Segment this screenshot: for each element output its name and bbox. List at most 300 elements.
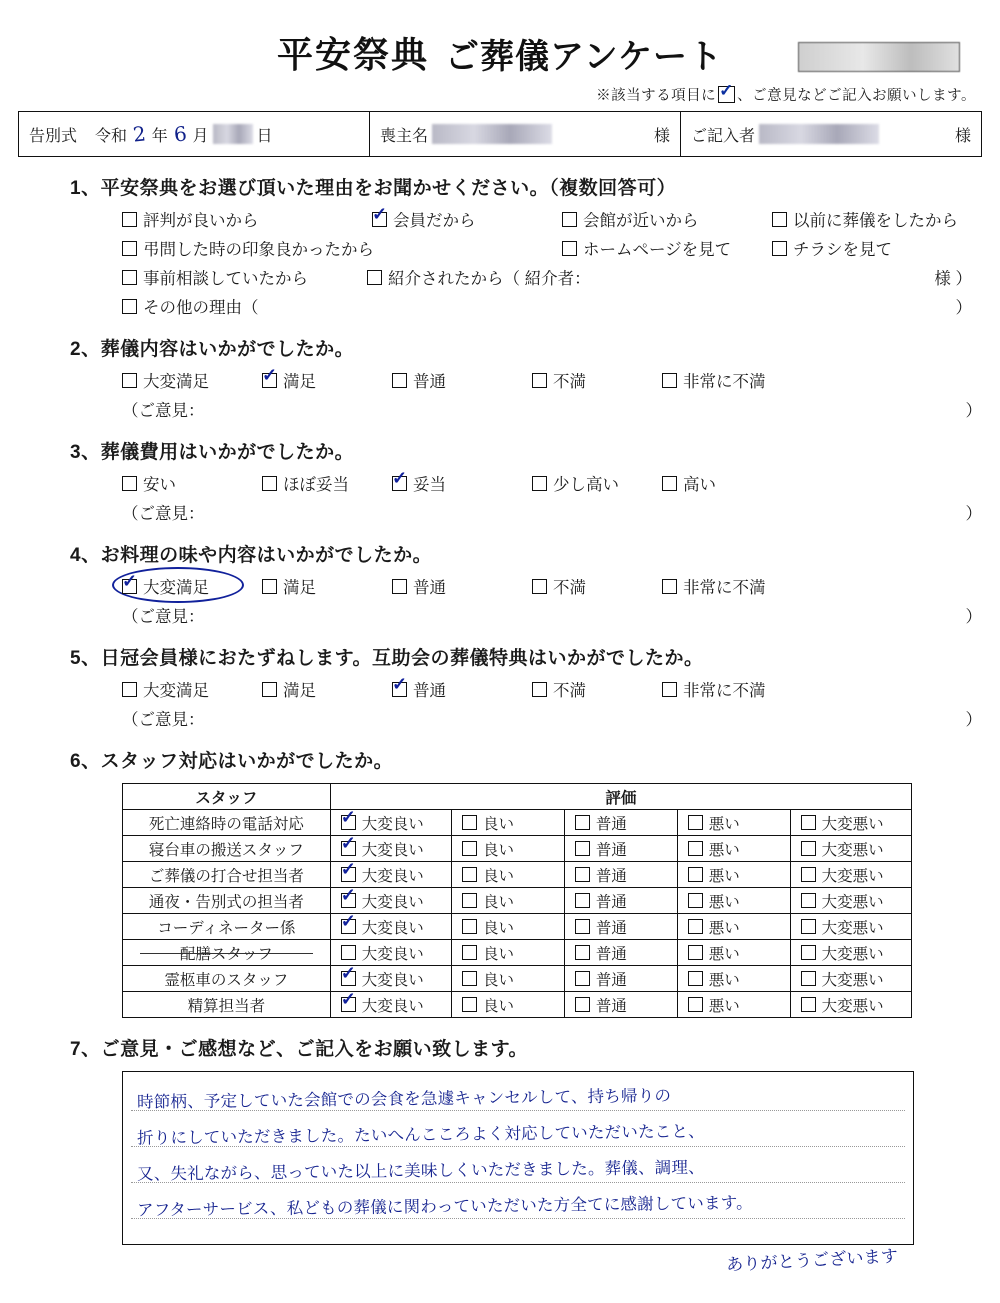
comment-tail: ） bbox=[965, 711, 982, 729]
option-label: 少し高い bbox=[553, 476, 619, 494]
ceremony-label: 告別式 bbox=[29, 127, 78, 145]
q1-other-tail: ） bbox=[955, 299, 972, 317]
option-label: 普通 bbox=[595, 945, 627, 963]
option-label: 大変悪い bbox=[821, 997, 884, 1015]
option-label: 大変良い bbox=[361, 945, 424, 963]
comment-value[interactable] bbox=[205, 706, 966, 730]
rating-cell[interactable] bbox=[790, 940, 911, 966]
option-label: 普通 bbox=[595, 997, 627, 1015]
table-row bbox=[123, 966, 912, 992]
month-unit: 月 bbox=[192, 127, 209, 145]
option-label: 大変悪い bbox=[821, 815, 884, 833]
question-2-options bbox=[122, 368, 982, 392]
checkbox[interactable] bbox=[341, 893, 356, 908]
rating-cell[interactable] bbox=[452, 888, 565, 914]
q1-option-member[interactable] bbox=[372, 207, 562, 231]
writer-label: ご記入者 bbox=[691, 127, 756, 145]
option-row bbox=[122, 265, 982, 289]
question-4-options bbox=[122, 574, 982, 598]
option-label: 大変良い bbox=[361, 867, 424, 885]
comment-tail: ） bbox=[965, 402, 982, 420]
checkbox[interactable] bbox=[801, 867, 816, 882]
checkbox[interactable] bbox=[688, 971, 703, 986]
option-label: 妥当 bbox=[413, 476, 446, 494]
rating-cell[interactable] bbox=[564, 992, 677, 1018]
checkbox[interactable] bbox=[341, 841, 356, 856]
handwritten-line-1: 時節柄、予定していた会館での会食を急遽キャンセルして、持ち帰りの bbox=[136, 1086, 672, 1112]
staff-role-cell: 通夜・告別式の担当者 bbox=[123, 888, 331, 914]
option-row bbox=[122, 236, 982, 260]
checkbox[interactable] bbox=[575, 919, 590, 934]
table-row bbox=[123, 888, 912, 914]
checkbox[interactable] bbox=[341, 867, 356, 882]
writer-field[interactable] bbox=[680, 112, 981, 156]
checkbox[interactable] bbox=[122, 579, 137, 594]
checkbox[interactable] bbox=[262, 373, 277, 388]
chief-mourner-label: 喪主名 bbox=[380, 127, 429, 145]
checkbox[interactable] bbox=[801, 815, 816, 830]
rating-cell[interactable] bbox=[677, 940, 790, 966]
option-label: 良い bbox=[483, 867, 515, 885]
checkbox[interactable] bbox=[562, 241, 577, 256]
q3-option-0[interactable] bbox=[122, 471, 262, 495]
staff-role-cell: 霊柩車のスタッフ bbox=[123, 966, 331, 992]
checkbox[interactable] bbox=[575, 893, 590, 908]
rating-cell[interactable] bbox=[790, 862, 911, 888]
option-label: ほぼ妥当 bbox=[283, 476, 349, 494]
q1-option-good-impression[interactable] bbox=[122, 236, 562, 260]
brand-logo: 平安祭典 bbox=[277, 34, 430, 76]
question-7 bbox=[18, 1034, 982, 1276]
staff-rating-table bbox=[122, 783, 912, 1018]
header-staff: スタッフ bbox=[123, 784, 331, 810]
option-label: 良い bbox=[483, 893, 515, 911]
checkbox[interactable] bbox=[801, 919, 816, 934]
staff-role-cell: 精算担当者 bbox=[123, 992, 331, 1018]
ceremony-date-field[interactable] bbox=[19, 112, 369, 156]
checkbox[interactable] bbox=[801, 893, 816, 908]
q2-option-4[interactable] bbox=[662, 368, 766, 392]
option-label: 紹介されたから（ 紹介者： bbox=[388, 270, 591, 288]
rating-cell[interactable] bbox=[452, 810, 565, 836]
checkbox[interactable] bbox=[532, 476, 547, 491]
table-row bbox=[123, 810, 912, 836]
q1-option-referral[interactable] bbox=[367, 265, 934, 289]
checkbox[interactable] bbox=[122, 476, 137, 491]
question-5-options bbox=[122, 677, 982, 701]
page-title: ご葬儀アンケート bbox=[445, 37, 723, 77]
era-label: 令和 bbox=[95, 127, 128, 145]
option-label: 大変良い bbox=[361, 815, 424, 833]
checkbox[interactable] bbox=[462, 867, 477, 882]
checkbox[interactable] bbox=[688, 815, 703, 830]
checkbox[interactable] bbox=[392, 476, 407, 491]
option-label: 会館が近いから bbox=[583, 212, 699, 230]
rating-cell[interactable] bbox=[452, 836, 565, 862]
rating-cell[interactable] bbox=[452, 940, 565, 966]
q2-option-1[interactable] bbox=[262, 368, 392, 392]
instruction-note bbox=[18, 84, 976, 105]
comment-value[interactable] bbox=[205, 603, 966, 627]
checkbox[interactable] bbox=[462, 971, 477, 986]
rating-cell[interactable] bbox=[452, 862, 565, 888]
option-label: 満足 bbox=[283, 579, 316, 597]
option-label: 大変悪い bbox=[821, 893, 884, 911]
option-label: 非常に不満 bbox=[683, 682, 766, 700]
option-label: 普通 bbox=[413, 373, 446, 391]
option-label: 悪い bbox=[708, 841, 740, 859]
q1-option-reputation[interactable] bbox=[122, 207, 372, 231]
comment-value[interactable] bbox=[205, 397, 966, 421]
rating-cell[interactable] bbox=[564, 836, 677, 862]
checkbox[interactable] bbox=[262, 476, 277, 491]
rating-cell[interactable] bbox=[790, 966, 911, 992]
redacted-label bbox=[798, 42, 960, 72]
q1-option-prior-consult[interactable] bbox=[122, 265, 367, 289]
rating-cell[interactable] bbox=[677, 862, 790, 888]
option-label: 大変悪い bbox=[821, 841, 884, 859]
checkbox[interactable] bbox=[367, 270, 382, 285]
staff-role-cell: 寝台車の搬送スタッフ bbox=[123, 836, 331, 862]
checkbox[interactable] bbox=[688, 997, 703, 1012]
option-label: 普通 bbox=[595, 867, 627, 885]
chief-mourner-field[interactable] bbox=[369, 112, 680, 156]
q1-option-flyer[interactable] bbox=[772, 236, 892, 260]
question-2-title: 2、葬儀内容はいかがでしたか。 bbox=[70, 339, 355, 360]
table-row bbox=[123, 940, 912, 966]
rating-cell[interactable] bbox=[790, 914, 911, 940]
option-label: 大変満足 bbox=[143, 373, 209, 391]
month-value: 6 bbox=[172, 121, 188, 147]
checkbox[interactable] bbox=[532, 579, 547, 594]
q2-option-0[interactable] bbox=[122, 368, 262, 392]
checkbox[interactable] bbox=[772, 212, 787, 227]
checkbox[interactable] bbox=[122, 299, 137, 314]
question-5-comment[interactable] bbox=[122, 706, 982, 730]
q5-option-1[interactable] bbox=[262, 677, 392, 701]
q4-option-0[interactable] bbox=[122, 574, 262, 598]
option-label: 大変悪い bbox=[821, 971, 884, 989]
handwritten-line-4: アフターサービス、私どもの葬儀に関わっていただいた方全てに感謝しています。 bbox=[136, 1193, 753, 1220]
question-2-comment[interactable] bbox=[122, 397, 982, 421]
checkbox[interactable] bbox=[122, 373, 137, 388]
option-label: 大変良い bbox=[361, 841, 424, 859]
option-label: 良い bbox=[483, 841, 515, 859]
rating-cell[interactable] bbox=[790, 810, 911, 836]
rating-cell[interactable] bbox=[790, 836, 911, 862]
option-label: 悪い bbox=[708, 893, 740, 911]
table-row bbox=[123, 914, 912, 940]
option-label: 大変良い bbox=[361, 971, 424, 989]
checkbox[interactable] bbox=[532, 373, 547, 388]
option-label: 悪い bbox=[708, 815, 740, 833]
option-label: 悪い bbox=[708, 919, 740, 937]
checkbox[interactable] bbox=[341, 919, 356, 934]
handwritten-line-3: 又、失礼ながら、思っていた以上に美味しくいただきました。葬儀、調理、 bbox=[136, 1157, 705, 1184]
option-label: 普通 bbox=[595, 893, 627, 911]
option-label: 普通 bbox=[595, 815, 627, 833]
checkbox[interactable] bbox=[262, 682, 277, 697]
chief-mourner-value-redacted bbox=[432, 124, 552, 144]
option-label: 大変良い bbox=[361, 919, 424, 937]
q2-option-2[interactable] bbox=[392, 368, 532, 392]
checkbox[interactable] bbox=[688, 945, 703, 960]
option-label: 良い bbox=[483, 997, 515, 1015]
table-row bbox=[123, 992, 912, 1018]
day-unit: 日 bbox=[256, 127, 273, 145]
writer-value-redacted bbox=[759, 124, 879, 144]
checkbox[interactable] bbox=[801, 841, 816, 856]
comment-label: （ご意見： bbox=[122, 505, 205, 523]
option-label: 不満 bbox=[553, 579, 586, 597]
checkbox[interactable] bbox=[122, 270, 137, 285]
option-row bbox=[122, 574, 982, 598]
checkbox[interactable] bbox=[662, 476, 677, 491]
handwritten-closing: ありがとうございます bbox=[725, 1246, 899, 1276]
q1-option-homepage[interactable] bbox=[562, 236, 772, 260]
rating-cell[interactable] bbox=[564, 862, 677, 888]
question-5 bbox=[18, 643, 982, 730]
checkbox[interactable] bbox=[801, 997, 816, 1012]
staff-role-cell: コーディネーター係 bbox=[123, 914, 331, 940]
comment-tail: ） bbox=[965, 505, 982, 523]
checkbox[interactable] bbox=[392, 579, 407, 594]
option-label: 不満 bbox=[553, 682, 586, 700]
checkbox[interactable] bbox=[341, 997, 356, 1012]
staff-role-cell: 配膳スタッフ bbox=[123, 940, 331, 966]
checkbox[interactable] bbox=[575, 815, 590, 830]
q5-option-0[interactable] bbox=[122, 677, 262, 701]
rating-cell[interactable] bbox=[564, 940, 677, 966]
checkbox[interactable] bbox=[688, 841, 703, 856]
checkbox[interactable] bbox=[662, 373, 677, 388]
checkbox[interactable] bbox=[662, 579, 677, 594]
question-1-title: 1、平安祭典をお選び頂いた理由をお聞かせください。（複数回答可） bbox=[70, 178, 677, 199]
table-header-row bbox=[123, 784, 912, 810]
q3-option-1[interactable] bbox=[262, 471, 392, 495]
checkbox[interactable] bbox=[532, 682, 547, 697]
question-3-title: 3、葬儀費用はいかがでしたか。 bbox=[70, 442, 355, 463]
checkbox[interactable] bbox=[688, 893, 703, 908]
q3-option-3[interactable] bbox=[532, 471, 662, 495]
option-label: 普通 bbox=[595, 919, 627, 937]
q4-option-2[interactable] bbox=[392, 574, 532, 598]
option-row bbox=[122, 471, 982, 495]
option-label: 普通 bbox=[595, 841, 627, 859]
rating-cell[interactable] bbox=[677, 888, 790, 914]
checkbox[interactable] bbox=[575, 841, 590, 856]
option-label: 悪い bbox=[708, 997, 740, 1015]
table-row bbox=[123, 862, 912, 888]
option-label: 大変満足 bbox=[143, 682, 209, 700]
option-label: 悪い bbox=[708, 867, 740, 885]
q4-option-4[interactable] bbox=[662, 574, 766, 598]
checkbox[interactable] bbox=[462, 815, 477, 830]
checkbox[interactable] bbox=[801, 945, 816, 960]
q1-option-other[interactable] bbox=[122, 294, 259, 318]
option-label: 普通 bbox=[413, 579, 446, 597]
option-label: 以前に葬儀をしたから bbox=[793, 212, 958, 230]
checkmark-icon bbox=[718, 86, 735, 103]
question-4-title: 4、お料理の味や内容はいかがでしたか。 bbox=[70, 545, 433, 566]
handwritten-line-2: 折りにしていただきました。たいへんこころよく対応していただいたこと、 bbox=[136, 1121, 705, 1148]
q1-option-previous-funeral[interactable] bbox=[772, 207, 958, 231]
q1-referral-tail: 様 ） bbox=[934, 270, 972, 288]
checkbox[interactable] bbox=[372, 212, 387, 227]
checkbox[interactable] bbox=[462, 841, 477, 856]
option-label: 非常に不満 bbox=[683, 373, 766, 391]
checkbox[interactable] bbox=[122, 241, 137, 256]
option-label: 悪い bbox=[708, 945, 740, 963]
header-rating: 評価 bbox=[330, 784, 911, 810]
q2-option-3[interactable] bbox=[532, 368, 662, 392]
checkbox[interactable] bbox=[575, 945, 590, 960]
question-3 bbox=[18, 437, 982, 524]
option-row bbox=[122, 368, 982, 392]
honorific-2: 様 bbox=[954, 127, 971, 145]
option-label: 満足 bbox=[283, 373, 316, 391]
honorific-1: 様 bbox=[653, 127, 670, 145]
rating-cell[interactable] bbox=[564, 888, 677, 914]
checkbox[interactable] bbox=[122, 212, 137, 227]
info-bar bbox=[18, 111, 982, 157]
rating-cell[interactable] bbox=[677, 836, 790, 862]
checkbox[interactable] bbox=[462, 893, 477, 908]
option-label: 大変良い bbox=[361, 997, 424, 1015]
rating-cell[interactable] bbox=[452, 914, 565, 940]
table-row bbox=[123, 836, 912, 862]
checkbox[interactable] bbox=[575, 997, 590, 1012]
q5-option-4[interactable] bbox=[662, 677, 766, 701]
question-4-comment[interactable] bbox=[122, 603, 982, 627]
comment-tail: ） bbox=[965, 608, 982, 626]
checkbox[interactable] bbox=[575, 867, 590, 882]
checkbox[interactable] bbox=[392, 682, 407, 697]
staff-role-cell: ご葬儀の打合せ担当者 bbox=[123, 862, 331, 888]
option-row bbox=[122, 207, 982, 231]
option-label: 評判が良いから bbox=[143, 212, 259, 230]
q3-option-4[interactable] bbox=[662, 471, 716, 495]
option-label: 満足 bbox=[283, 682, 316, 700]
checkbox[interactable] bbox=[341, 815, 356, 830]
option-label: 良い bbox=[483, 945, 515, 963]
option-label: 悪い bbox=[708, 971, 740, 989]
rating-cell[interactable] bbox=[330, 992, 451, 1018]
rating-cell[interactable] bbox=[677, 992, 790, 1018]
checkbox[interactable] bbox=[341, 945, 356, 960]
comment-label: （ご意見： bbox=[122, 402, 205, 420]
checkbox[interactable] bbox=[801, 971, 816, 986]
year-value: 2 bbox=[131, 121, 147, 147]
q4-option-3[interactable] bbox=[532, 574, 662, 598]
checkbox[interactable] bbox=[575, 971, 590, 986]
day-value-redacted bbox=[213, 124, 253, 144]
checkbox[interactable] bbox=[462, 997, 477, 1012]
option-label: 大変満足 bbox=[143, 579, 209, 597]
option-label: 良い bbox=[483, 919, 515, 937]
comment-value[interactable] bbox=[205, 500, 966, 524]
instruction-pre: ※該当する項目に bbox=[596, 88, 717, 104]
checkbox[interactable] bbox=[688, 867, 703, 882]
option-label: 会員だから bbox=[393, 212, 476, 230]
option-label: 普通 bbox=[595, 971, 627, 989]
rating-cell[interactable] bbox=[452, 966, 565, 992]
checkbox[interactable] bbox=[262, 579, 277, 594]
option-label: 弔問した時の印象良かったから bbox=[143, 241, 374, 259]
rating-cell[interactable] bbox=[564, 966, 677, 992]
option-label: チラシを見て bbox=[793, 241, 892, 259]
option-label: 良い bbox=[483, 971, 515, 989]
option-label: 大変悪い bbox=[821, 867, 884, 885]
question-6 bbox=[18, 746, 982, 1018]
page-header bbox=[18, 0, 982, 78]
comment-label: （ご意見： bbox=[122, 608, 205, 626]
question-4 bbox=[18, 540, 982, 627]
option-label: 非常に不満 bbox=[683, 579, 766, 597]
checkbox[interactable] bbox=[462, 945, 477, 960]
question-5-title: 5、日冠会員様におたずねします。互助会の葬儀特典はいかがでしたか。 bbox=[70, 648, 704, 669]
rating-cell[interactable] bbox=[330, 914, 451, 940]
question-3-comment[interactable] bbox=[122, 500, 982, 524]
checkbox[interactable] bbox=[662, 682, 677, 697]
question-3-options bbox=[122, 471, 982, 495]
question-1-options bbox=[122, 207, 982, 318]
option-label: 大変良い bbox=[361, 893, 424, 911]
q5-option-3[interactable] bbox=[532, 677, 662, 701]
q3-option-2[interactable] bbox=[392, 471, 532, 495]
checkbox[interactable] bbox=[392, 373, 407, 388]
rating-cell[interactable] bbox=[564, 810, 677, 836]
free-comment-box[interactable] bbox=[122, 1071, 914, 1245]
checkbox[interactable] bbox=[562, 212, 577, 227]
option-label: 高い bbox=[683, 476, 716, 494]
option-label: 事前相談していたから bbox=[143, 270, 308, 288]
option-row bbox=[122, 677, 982, 701]
option-label: 普通 bbox=[413, 682, 446, 700]
option-label: 良い bbox=[483, 815, 515, 833]
checkbox[interactable] bbox=[772, 241, 787, 256]
rating-cell[interactable] bbox=[677, 966, 790, 992]
option-label: その他の理由（ bbox=[143, 299, 259, 317]
option-row bbox=[122, 294, 982, 318]
checkbox[interactable] bbox=[341, 971, 356, 986]
option-label: 不満 bbox=[553, 373, 586, 391]
rating-cell[interactable] bbox=[564, 914, 677, 940]
rating-cell[interactable] bbox=[790, 992, 911, 1018]
checkbox[interactable] bbox=[122, 682, 137, 697]
rating-cell[interactable] bbox=[790, 888, 911, 914]
checkbox[interactable] bbox=[462, 919, 477, 934]
comment-label: （ご意見： bbox=[122, 711, 205, 729]
q5-option-2[interactable] bbox=[392, 677, 532, 701]
instruction-post: 、ご意見などご記入お願いします。 bbox=[737, 88, 976, 104]
question-1 bbox=[18, 173, 982, 318]
q1-option-near-hall[interactable] bbox=[562, 207, 772, 231]
staff-role-cell: 死亡連絡時の電話対応 bbox=[123, 810, 331, 836]
question-6-title: 6、スタッフ対応はいかがでしたか。 bbox=[70, 751, 394, 772]
rating-cell[interactable] bbox=[677, 810, 790, 836]
rating-cell[interactable] bbox=[677, 914, 790, 940]
rating-cell[interactable] bbox=[452, 992, 565, 1018]
question-2 bbox=[18, 334, 982, 421]
option-label: 大変悪い bbox=[821, 945, 884, 963]
option-label: 安い bbox=[143, 476, 176, 494]
question-7-title: 7、ご意見・ご感想など、ご記入をお願い致します。 bbox=[70, 1039, 529, 1060]
option-label: ホームページを見て bbox=[583, 241, 732, 259]
checkbox[interactable] bbox=[688, 919, 703, 934]
year-unit: 年 bbox=[151, 127, 168, 145]
q4-option-1[interactable] bbox=[262, 574, 392, 598]
